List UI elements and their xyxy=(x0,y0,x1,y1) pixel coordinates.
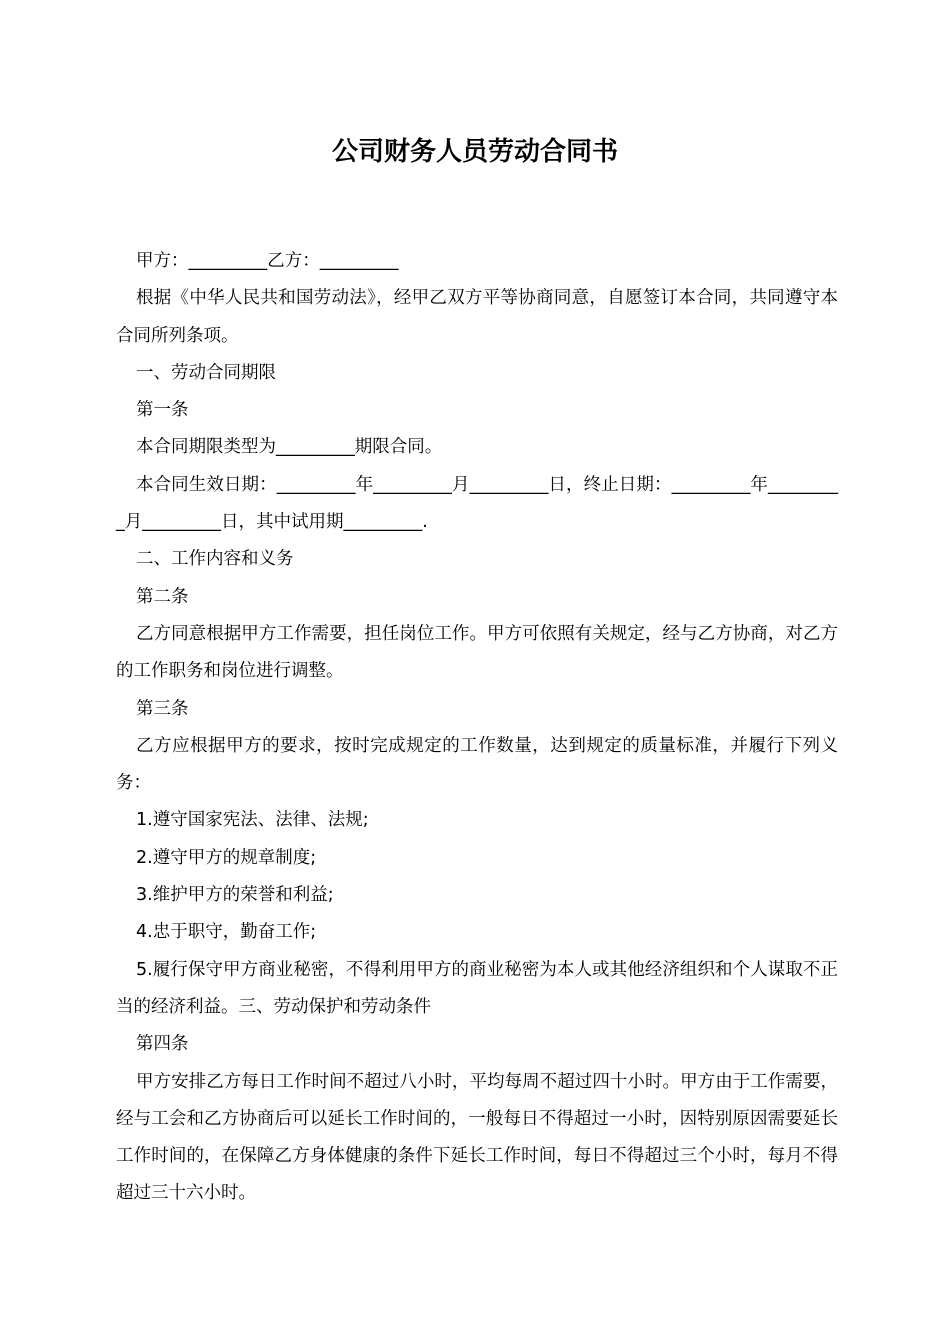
parties-line: 甲方：_________乙方：_________ xyxy=(136,251,399,271)
obligation-item-3: 3.维护甲方的荣誉和利益; xyxy=(136,885,334,906)
article-1-dates: 本合同生效日期：_________年_________月_________日，终止日期：_________年_________月_________日，其中试用期_________. xyxy=(116,474,838,533)
article-4-text: 甲方安排乙方每日工作时间不超过八小时，平均每周不超过四十小时。甲方由于工作需要，经与工会和乙方协商后可以延长工作时间的，一般每日不得超过一小时，因特别原因需要延长工作时间的，在保障乙方身体健康的条件下延长工作时间，每日不得超过三个小时，每月不得超过三十六小时。 xyxy=(116,1071,838,1204)
document-body xyxy=(116,243,838,1213)
article-2-text: 乙方同意根据甲方工作需要，担任岗位工作。甲方可依照有关规定，经与乙方协商，对乙方的工作职务和岗位进行调整。 xyxy=(116,623,838,682)
article-heading-2: 第二条 xyxy=(136,586,189,607)
article-heading-4: 第四条 xyxy=(136,1034,189,1055)
obligation-item-5: 5.履行保守甲方商业秘密，不得利用甲方的商业秘密为本人或其他经济组织和个人谋取不正当的经济利益。三、劳动保护和劳动条件 xyxy=(116,959,838,1017)
preamble-paragraph: 根据《中华人民共和国劳动法》，经甲乙双方平等协商同意，自愿签订本合同，共同遵守本合同所列条项。 xyxy=(116,288,838,346)
obligation-item-4: 4.忠于职守，勤奋工作; xyxy=(136,922,317,943)
article-3-text: 乙方应根据甲方的要求，按时完成规定的工作数量，达到规定的质量标准，并履行下列义务： xyxy=(116,735,838,794)
article-1-term-type: 本合同期限类型为_________期限合同。 xyxy=(136,437,443,458)
obligation-item-1: 1.遵守国家宪法、法律、法规; xyxy=(136,810,369,831)
article-heading-1: 第一条 xyxy=(136,400,189,421)
section-heading-2: 二、工作内容和义务 xyxy=(136,549,294,570)
document-title: 公司财务人员劳动合同书 xyxy=(331,137,618,167)
obligation-item-2: 2.遵守甲方的规章制度; xyxy=(136,847,317,868)
section-heading-1: 一、劳动合同期限 xyxy=(136,362,276,383)
article-heading-3: 第三条 xyxy=(136,698,189,719)
